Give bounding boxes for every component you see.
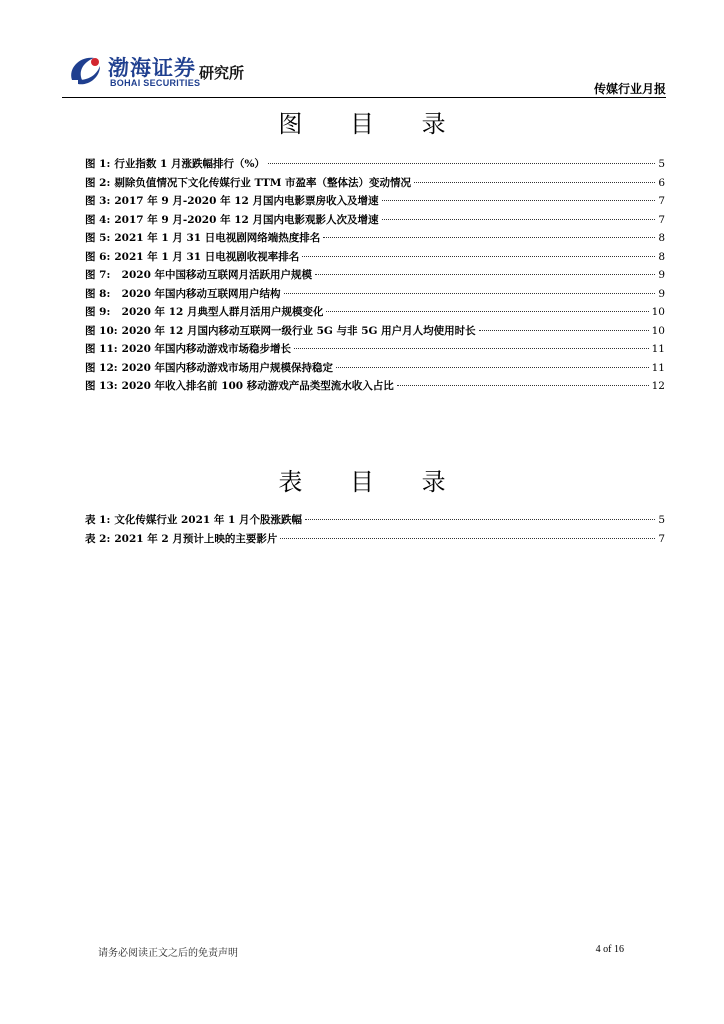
toc-entry[interactable] [85,267,665,286]
toc-entry[interactable] [85,531,665,550]
toc-leader-dots [397,385,649,386]
toc-entry-label: 图 12: [85,361,118,374]
toc-entry[interactable] [85,378,665,397]
figure-toc-list [85,156,665,397]
toc-entry-page: 10 [651,324,665,337]
logo-english-name: BOHAI SECURITIES [110,78,201,88]
toc-leader-dots [323,237,655,238]
toc-entry[interactable] [85,230,665,249]
toc-entry[interactable] [85,193,665,212]
toc-entry[interactable] [85,360,665,379]
toc-entry-title: 2020 年中国移动互联网月活跃用户规模 [114,269,313,281]
toc-leader-dots [302,256,655,257]
toc-entry-label: 图 3: [85,195,111,207]
toc-entry-label: 图 1: [85,158,111,170]
toc-leader-dots [280,538,655,539]
table-toc-list [85,512,665,549]
toc-leader-dots [315,274,655,275]
toc-entry-page: 5 [658,158,665,170]
toc-entry-page: 5 [658,514,665,526]
toc-leader-dots [268,163,655,164]
toc-entry-title: 2021 年 2 月预计上映的主要影片 [114,532,278,545]
toc-entry-title: 2020 年 12 月国内移动互联网一级行业 5G 与非 5G 用户月人均使用时长 [121,324,476,337]
bohai-logo-icon [64,50,106,92]
toc-entry[interactable] [85,286,665,305]
toc-entry[interactable] [85,341,665,360]
toc-entry-title: 2020 年国内移动游戏市场用户规模保持稳定 [121,361,334,374]
toc-entry-title: 2020 年国内移动游戏市场稳步增长 [121,343,292,355]
toc-entry-page: 9 [658,269,665,281]
toc-entry-title: 行业指数 1 月涨跌幅排行（%） [114,158,265,170]
toc-leader-dots [479,330,649,331]
toc-leader-dots [414,182,655,183]
toc-entry-label: 图 11: [85,343,118,355]
header-divider [62,97,666,98]
toc-entry-label: 表 2: [85,532,111,545]
toc-entry-title: 2020 年 12 月典型人群月活用户规模变化 [114,306,324,318]
figure-toc-title: 图 目 录 [278,110,466,138]
toc-entry[interactable] [85,212,665,231]
toc-entry-title: 2020 年国内移动互联网用户结构 [114,287,281,300]
toc-entry[interactable] [85,304,665,323]
toc-entry-label: 图 2: [85,176,111,189]
toc-entry-label: 图 5: [85,232,111,244]
toc-entry-page: 7 [658,213,665,226]
toc-entry[interactable] [85,156,665,175]
toc-entry-title: 2021 年 1 月 31 日电视剧收视率排名 [114,250,300,263]
toc-entry-title: 剔除负值情况下文化传媒行业 TTM 市盈率（整体法）变动情况 [114,176,412,189]
toc-entry-title: 2021 年 1 月 31 日电视剧网络端热度排名 [114,232,321,244]
toc-entry-title: 文化传媒行业 2021 年 1 月个股涨跌幅 [114,514,302,526]
toc-leader-dots [326,311,648,312]
toc-leader-dots [382,219,656,220]
footer-disclaimer: 请务必阅读正文之后的免责声明 [98,948,238,959]
toc-entry-page: 7 [658,195,665,207]
toc-entry-title: 2020 年收入排名前 100 移动游戏产品类型流水收入占比 [121,380,394,392]
toc-entry-title: 2017 年 9 月-2020 年 12 月国内电影票房收入及增速 [114,195,379,207]
report-type: 传媒行业月报 [593,82,666,96]
toc-entry[interactable] [85,323,665,342]
toc-entry-page: 11 [651,343,665,355]
toc-entry-label: 图 9: [85,306,111,318]
toc-entry-label: 图 7: [85,269,111,281]
toc-entry-page: 8 [658,250,665,263]
toc-entry[interactable] [85,512,665,531]
footer-page-number: 4 of 16 [595,944,624,955]
toc-entry-page: 9 [658,287,665,300]
toc-entry-label: 表 1: [85,514,111,526]
toc-leader-dots [382,200,656,201]
toc-entry-page: 11 [651,361,665,374]
department-name: 研究所 [199,64,245,82]
toc-entry-label: 图 10: [85,324,118,337]
toc-leader-dots [294,348,649,349]
toc-entry-label: 图 4: [85,213,111,226]
table-toc-title: 表 目 录 [278,468,466,496]
toc-entry-page: 12 [651,380,665,392]
toc-entry-label: 图 13: [85,380,118,392]
toc-entry-page: 8 [658,232,665,244]
toc-entry-label: 图 8: [85,287,111,300]
toc-entry-page: 10 [651,306,665,318]
toc-entry[interactable] [85,249,665,268]
toc-entry-page: 7 [658,532,665,545]
toc-entry[interactable] [85,175,665,194]
toc-entry-title: 2017 年 9 月-2020 年 12 月国内电影观影人次及增速 [114,213,379,226]
toc-leader-dots [336,367,649,368]
toc-entry-page: 6 [658,176,665,189]
toc-leader-dots [305,519,655,520]
toc-entry-label: 图 6: [85,250,111,263]
logo-chinese-name: 渤海证券 [108,56,196,80]
toc-leader-dots [284,293,656,294]
